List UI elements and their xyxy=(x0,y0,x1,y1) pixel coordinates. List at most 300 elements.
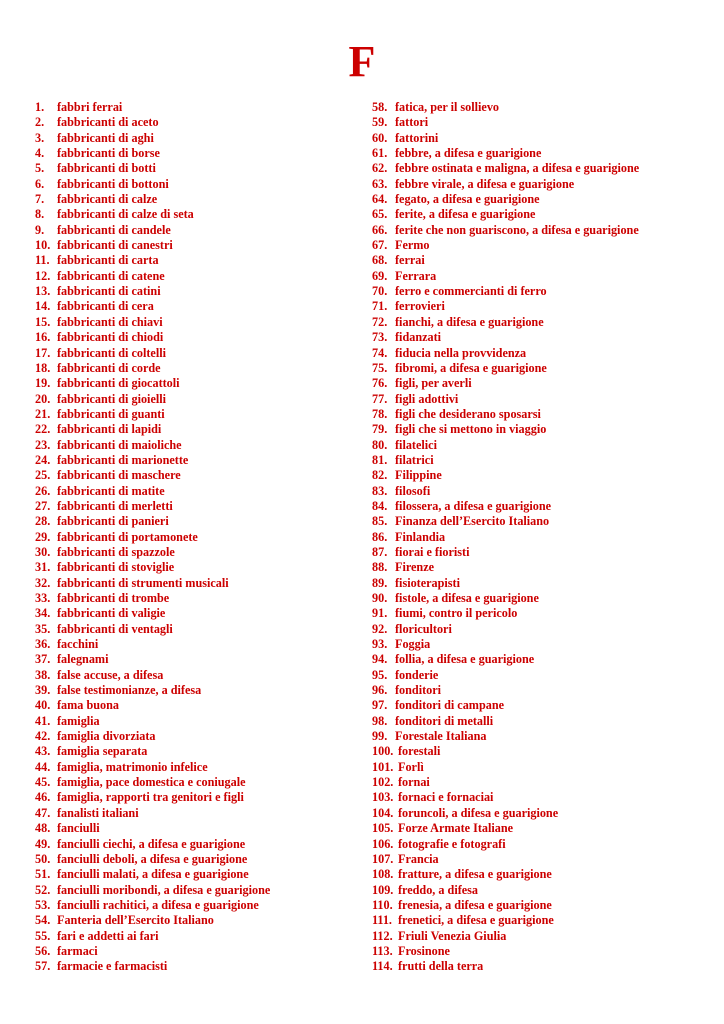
list-item-text: fabbri ferrai xyxy=(57,100,123,114)
list-item-text: follia, a difesa e guarigione xyxy=(395,652,535,667)
list-item-number: 59. xyxy=(372,115,388,130)
list-item-number: 99. xyxy=(372,729,388,744)
list-item-number: 12. xyxy=(35,268,51,283)
list-item-text: fabbricanti di guanti xyxy=(57,406,165,421)
list-item-number: 98. xyxy=(372,713,388,728)
list-item xyxy=(35,929,355,944)
list-item-number: 100. xyxy=(372,744,394,759)
list-item xyxy=(372,591,712,606)
list-item-number: 28. xyxy=(35,514,51,529)
list-item-text: fabbricanti di catene xyxy=(57,268,165,283)
list-item-text: fabbricanti di maioliche xyxy=(57,437,182,452)
list-item xyxy=(372,115,712,130)
list-item-number: 110. xyxy=(372,897,393,912)
list-item-text: fanciulli xyxy=(57,821,100,836)
list-item xyxy=(372,315,712,330)
list-item xyxy=(372,837,712,852)
list-item xyxy=(35,852,355,867)
list-item-number: 37. xyxy=(35,652,51,667)
list-item xyxy=(35,637,355,652)
list-item-text: fabbricanti di panieri xyxy=(57,514,169,529)
list-item xyxy=(35,468,355,483)
list-item-text: frenesia, a difesa e guarigione xyxy=(398,897,552,912)
list-item xyxy=(372,821,712,836)
list-item-number: 6. xyxy=(35,176,45,191)
list-item-number: 18. xyxy=(35,360,51,375)
list-item xyxy=(372,760,712,775)
list-item-text: Filippine xyxy=(395,468,442,483)
list-item xyxy=(35,806,355,821)
list-item-number: 35. xyxy=(35,621,51,636)
list-item-number: 94. xyxy=(372,652,388,667)
list-item-number: 43. xyxy=(35,744,51,759)
list-item xyxy=(372,100,712,115)
list-item xyxy=(35,346,355,361)
list-item-text: figli che si mettono in viaggio xyxy=(395,422,547,437)
list-item-text: fidanzati xyxy=(395,330,442,345)
list-item-number: 62. xyxy=(372,161,388,176)
list-item-text: fanalisti italiani xyxy=(57,805,139,820)
list-item xyxy=(35,729,355,744)
list-item-text: farmacie e farmacisti xyxy=(57,959,168,974)
list-item-text: fabbricanti di bottoni xyxy=(57,176,169,191)
list-item xyxy=(372,898,712,913)
list-item-number: 34. xyxy=(35,606,51,621)
list-item-number: 111. xyxy=(372,913,392,928)
list-item-text: fibromi, a difesa e guarigione xyxy=(395,360,547,375)
list-item-number: 104. xyxy=(372,805,394,820)
list-item xyxy=(35,821,355,836)
list-item-text: fianchi, a difesa e guarigione xyxy=(395,314,544,329)
list-item xyxy=(35,223,355,238)
list-item-text: fabbricanti di candele xyxy=(57,222,171,237)
list-item-number: 92. xyxy=(372,621,388,636)
list-item xyxy=(35,422,355,437)
list-item xyxy=(35,606,355,621)
list-item-number: 102. xyxy=(372,775,394,790)
list-item-text: fabbricanti di merletti xyxy=(57,498,173,513)
list-item-number: 106. xyxy=(372,836,394,851)
list-item xyxy=(372,637,712,652)
list-item-text: fegato, a difesa e guarigione xyxy=(395,192,540,207)
list-item-text: false testimonianze, a difesa xyxy=(57,683,202,698)
list-item-text: Frosinone xyxy=(398,943,450,958)
list-item-number: 13. xyxy=(35,284,51,299)
list-item-number: 85. xyxy=(372,514,388,529)
list-item-number: 77. xyxy=(372,391,388,406)
list-item-text: fonderie xyxy=(395,667,439,682)
list-item-text: forestali xyxy=(398,744,441,759)
list-item-text: fistole, a difesa e guarigione xyxy=(395,591,539,605)
list-item-number: 29. xyxy=(35,529,51,544)
list-item-text: fabbricanti di chiavi xyxy=(57,314,163,329)
list-item-number: 8. xyxy=(35,207,45,222)
list-item xyxy=(372,576,712,591)
list-item-number: 30. xyxy=(35,544,51,559)
list-item xyxy=(35,453,355,468)
list-item-text: fabbricanti di trombe xyxy=(57,591,170,605)
list-item xyxy=(35,269,355,284)
list-item-number: 46. xyxy=(35,790,51,805)
list-item-text: Friuli Venezia Giulia xyxy=(398,928,507,943)
list-item-number: 70. xyxy=(372,284,388,299)
list-item-text: fornaci e fornaciai xyxy=(398,790,494,805)
list-item-number: 21. xyxy=(35,406,51,421)
list-item xyxy=(372,683,712,698)
list-item xyxy=(35,315,355,330)
list-item-number: 11. xyxy=(35,253,50,268)
list-item xyxy=(35,883,355,898)
list-item-number: 78. xyxy=(372,406,388,421)
list-item-number: 38. xyxy=(35,667,51,682)
list-item-text: famiglia divorziata xyxy=(57,729,156,744)
list-item-number: 27. xyxy=(35,498,51,513)
list-item-number: 33. xyxy=(35,591,51,605)
list-item-text: ferro e commercianti di ferro xyxy=(395,284,547,299)
list-item-text: fabbricanti di stoviglie xyxy=(57,560,175,575)
list-item-text: Francia xyxy=(398,851,439,866)
list-item-number: 66. xyxy=(372,222,388,237)
list-item-text: fratture, a difesa e guarigione xyxy=(398,867,552,882)
list-item-text: Foggia xyxy=(395,637,431,652)
list-item xyxy=(35,591,355,606)
list-item-text: ferrovieri xyxy=(395,299,445,314)
list-item-text: fonditori di metalli xyxy=(395,713,494,728)
list-item-number: 36. xyxy=(35,637,51,652)
list-item xyxy=(35,944,355,959)
list-item-number: 105. xyxy=(372,821,394,836)
list-item-number: 81. xyxy=(372,452,388,467)
list-item xyxy=(35,499,355,514)
list-item-number: 17. xyxy=(35,345,51,360)
list-item xyxy=(35,652,355,667)
list-item-number: 86. xyxy=(372,529,388,544)
list-item-text: fabbricanti di cera xyxy=(57,299,154,314)
list-item xyxy=(35,407,355,422)
list-item-text: fanciulli malati, a difesa e guarigione xyxy=(57,867,249,882)
list-item xyxy=(372,944,712,959)
list-item-text: Fanteria dell’Esercito Italiano xyxy=(57,913,214,928)
list-item xyxy=(372,407,712,422)
list-item-number: 3. xyxy=(35,130,45,145)
list-item-text: fanciulli deboli, a difesa e guarigione xyxy=(57,851,248,866)
list-item-number: 101. xyxy=(372,759,394,774)
list-item-number: 60. xyxy=(372,130,388,145)
list-item-text: Finlandia xyxy=(395,529,446,544)
list-item-text: fabbricanti di corde xyxy=(57,360,161,375)
list-item-number: 54. xyxy=(35,913,51,928)
list-item-number: 97. xyxy=(372,698,388,713)
list-item xyxy=(372,192,712,207)
list-item xyxy=(372,238,712,253)
list-item-text: fabbricanti di chiodi xyxy=(57,330,164,345)
list-item-text: ferite che non guariscono, a difesa e guarigione xyxy=(395,222,639,237)
list-item-text: foruncoli, a difesa e guarigione xyxy=(398,805,559,820)
list-item-number: 61. xyxy=(372,146,388,161)
list-item-text: fabbricanti di calze xyxy=(57,192,158,207)
list-item-number: 96. xyxy=(372,683,388,698)
list-item-text: famiglia, rapporti tra genitori e figli xyxy=(57,790,244,805)
list-item-text: fattorini xyxy=(395,130,439,145)
list-item xyxy=(372,530,712,545)
list-item xyxy=(372,299,712,314)
list-item-text: figli che desiderano sposarsi xyxy=(395,406,541,421)
list-item xyxy=(35,330,355,345)
list-item-text: Firenze xyxy=(395,560,435,575)
list-item-text: filatrici xyxy=(395,452,434,467)
list-item-number: 75. xyxy=(372,360,388,375)
list-item xyxy=(35,376,355,391)
list-item-number: 55. xyxy=(35,928,51,943)
list-item-number: 16. xyxy=(35,330,51,345)
list-item-number: 91. xyxy=(372,606,388,621)
list-item-number: 76. xyxy=(372,376,388,391)
list-item-number: 95. xyxy=(372,667,388,682)
list-item-text: fabbricanti di valigie xyxy=(57,606,166,621)
list-item-text: fabbricanti di giocattoli xyxy=(57,376,180,391)
list-item xyxy=(35,530,355,545)
list-item-number: 32. xyxy=(35,575,51,590)
list-item-number: 4. xyxy=(35,146,45,161)
list-item-text: Fermo xyxy=(395,238,430,253)
list-item-text: Forestale Italiana xyxy=(395,729,487,744)
list-item-number: 67. xyxy=(372,238,388,253)
list-item-text: famiglia, pace domestica e coniugale xyxy=(57,775,246,790)
list-item-text: filosofi xyxy=(395,483,431,498)
list-item xyxy=(372,223,712,238)
list-item-text: famiglia separata xyxy=(57,744,148,759)
list-item xyxy=(372,852,712,867)
list-item-number: 42. xyxy=(35,729,51,744)
list-item-number: 10. xyxy=(35,238,51,253)
list-item-number: 107. xyxy=(372,851,394,866)
list-item xyxy=(35,284,355,299)
list-item-text: famiglia xyxy=(57,713,100,728)
list-item-number: 45. xyxy=(35,775,51,790)
list-item-text: farmaci xyxy=(57,943,98,958)
list-item xyxy=(372,453,712,468)
list-item-text: Forlì xyxy=(398,759,424,774)
list-item-number: 44. xyxy=(35,759,51,774)
list-item-text: frutti della terra xyxy=(398,959,484,974)
list-item xyxy=(35,683,355,698)
list-item xyxy=(372,131,712,146)
list-item-text: false accuse, a difesa xyxy=(57,667,164,682)
list-item xyxy=(35,161,355,176)
list-item-text: figli adottivi xyxy=(395,391,459,406)
list-item-number: 1. xyxy=(35,100,45,114)
list-item-text: fattori xyxy=(395,115,429,130)
list-item-number: 50. xyxy=(35,851,51,866)
list-item-number: 65. xyxy=(372,207,388,222)
list-item-number: 19. xyxy=(35,376,51,391)
list-item-number: 69. xyxy=(372,268,388,283)
list-item xyxy=(372,929,712,944)
list-item xyxy=(372,361,712,376)
list-item xyxy=(372,867,712,882)
list-item-number: 49. xyxy=(35,836,51,851)
list-item-number: 20. xyxy=(35,391,51,406)
list-item-number: 73. xyxy=(372,330,388,345)
list-item xyxy=(372,346,712,361)
list-item-text: fotografie e fotografi xyxy=(398,836,506,851)
list-item-text: fanciulli rachitici, a difesa e guarigione xyxy=(57,897,259,912)
list-item-number: 103. xyxy=(372,790,394,805)
list-item-text: figli, per averli xyxy=(395,376,472,391)
list-item-number: 24. xyxy=(35,452,51,467)
list-item-text: fabbricanti di maschere xyxy=(57,468,181,483)
list-item xyxy=(35,361,355,376)
list-item-text: fabbricanti di lapidi xyxy=(57,422,162,437)
list-item-text: fabbricanti di canestri xyxy=(57,238,173,253)
list-item xyxy=(35,775,355,790)
list-item-text: fabbricanti di portamonete xyxy=(57,529,198,544)
list-item-number: 114. xyxy=(372,959,393,974)
list-item-text: febbre virale, a difesa e guarigione xyxy=(395,176,575,191)
list-item-text: filatelici xyxy=(395,437,437,452)
list-item-text: fisioterapisti xyxy=(395,575,460,590)
entry-list-left xyxy=(35,100,355,975)
list-item xyxy=(372,606,712,621)
list-item xyxy=(35,898,355,913)
list-item-text: fabbricanti di calze di seta xyxy=(57,207,194,222)
list-item xyxy=(372,484,712,499)
list-item xyxy=(35,192,355,207)
list-item xyxy=(35,100,355,115)
list-item xyxy=(35,115,355,130)
list-item xyxy=(372,560,712,575)
list-item-number: 112. xyxy=(372,928,393,943)
list-item xyxy=(35,959,355,974)
list-item xyxy=(372,775,712,790)
list-item xyxy=(35,668,355,683)
list-item-number: 23. xyxy=(35,437,51,452)
list-item-number: 79. xyxy=(372,422,388,437)
list-item-number: 72. xyxy=(372,314,388,329)
list-item-text: fama buona xyxy=(57,698,119,713)
list-item-number: 41. xyxy=(35,713,51,728)
list-item-text: febbre, a difesa e guarigione xyxy=(395,146,542,161)
list-item xyxy=(372,146,712,161)
list-item-number: 7. xyxy=(35,192,45,207)
list-item xyxy=(372,744,712,759)
list-item-number: 15. xyxy=(35,314,51,329)
list-item-text: fornai xyxy=(398,775,430,790)
list-item xyxy=(35,913,355,928)
list-item-text: fabbricanti di botti xyxy=(57,161,156,176)
list-item-text: fabbricanti di marionette xyxy=(57,452,189,467)
list-item-number: 63. xyxy=(372,176,388,191)
list-item xyxy=(35,760,355,775)
list-item-text: Finanza dell’Esercito Italiano xyxy=(395,514,550,529)
list-item xyxy=(372,883,712,898)
list-item xyxy=(35,392,355,407)
list-item xyxy=(35,131,355,146)
list-item xyxy=(372,668,712,683)
list-item-number: 25. xyxy=(35,468,51,483)
list-item xyxy=(35,545,355,560)
list-item xyxy=(372,806,712,821)
list-item xyxy=(372,545,712,560)
list-item xyxy=(35,867,355,882)
list-item-text: fonditori xyxy=(395,683,442,698)
list-item xyxy=(35,438,355,453)
list-item-text: ferrai xyxy=(395,253,425,268)
list-item xyxy=(35,714,355,729)
list-item-number: 22. xyxy=(35,422,51,437)
list-item-text: fabbricanti di aceto xyxy=(57,115,159,130)
list-item-text: fonditori di campane xyxy=(395,698,505,713)
list-item-text: fabbricanti di carta xyxy=(57,253,159,268)
list-item xyxy=(35,744,355,759)
list-item-number: 56. xyxy=(35,943,51,958)
list-item xyxy=(372,284,712,299)
list-item-number: 68. xyxy=(372,253,388,268)
list-item-number: 58. xyxy=(372,100,388,114)
list-item xyxy=(372,652,712,667)
list-item xyxy=(372,207,712,222)
list-item xyxy=(372,253,712,268)
list-item xyxy=(372,729,712,744)
list-item-text: facchini xyxy=(57,637,99,652)
list-item-text: fanciulli moribondi, a difesa e guarigione xyxy=(57,882,271,897)
list-item xyxy=(35,253,355,268)
list-item-text: febbre ostinata e maligna, a difesa e guarigione xyxy=(395,161,640,176)
list-item xyxy=(372,622,712,637)
list-item xyxy=(372,790,712,805)
list-item xyxy=(372,698,712,713)
list-item xyxy=(35,177,355,192)
list-item xyxy=(35,576,355,591)
list-item-text: fabbricanti di aghi xyxy=(57,130,154,145)
list-item xyxy=(35,207,355,222)
list-item-number: 53. xyxy=(35,897,51,912)
list-item-text: fabbricanti di matite xyxy=(57,483,165,498)
list-item-text: famiglia, matrimonio infelice xyxy=(57,759,208,774)
section-letter-heading: F xyxy=(348,37,376,86)
list-item xyxy=(372,438,712,453)
list-item-number: 83. xyxy=(372,483,388,498)
list-item xyxy=(372,177,712,192)
list-item-number: 64. xyxy=(372,192,388,207)
list-item-number: 9. xyxy=(35,222,45,237)
list-item-number: 74. xyxy=(372,345,388,360)
list-item-text: fabbricanti di ventagli xyxy=(57,621,173,636)
list-item-number: 84. xyxy=(372,498,388,513)
list-item-text: falegnami xyxy=(57,652,109,667)
list-item-number: 5. xyxy=(35,161,45,176)
list-item-number: 51. xyxy=(35,867,51,882)
list-item xyxy=(372,913,712,928)
list-item-text: fabbricanti di gioielli xyxy=(57,391,167,406)
list-item-text: fabbricanti di catini xyxy=(57,284,161,299)
list-item-text: fanciulli ciechi, a difesa e guarigione xyxy=(57,836,246,851)
list-item xyxy=(35,560,355,575)
list-item xyxy=(35,837,355,852)
list-item xyxy=(372,422,712,437)
list-item-text: fabbricanti di coltelli xyxy=(57,345,167,360)
list-item xyxy=(35,146,355,161)
list-item xyxy=(35,514,355,529)
list-item-text: filossera, a difesa e guarigione xyxy=(395,498,552,513)
list-item-number: 71. xyxy=(372,299,388,314)
list-item xyxy=(35,698,355,713)
list-item-number: 2. xyxy=(35,115,45,130)
list-item-number: 40. xyxy=(35,698,51,713)
list-item-number: 80. xyxy=(372,437,388,452)
list-item-number: 87. xyxy=(372,544,388,559)
list-item-number: 47. xyxy=(35,805,51,820)
